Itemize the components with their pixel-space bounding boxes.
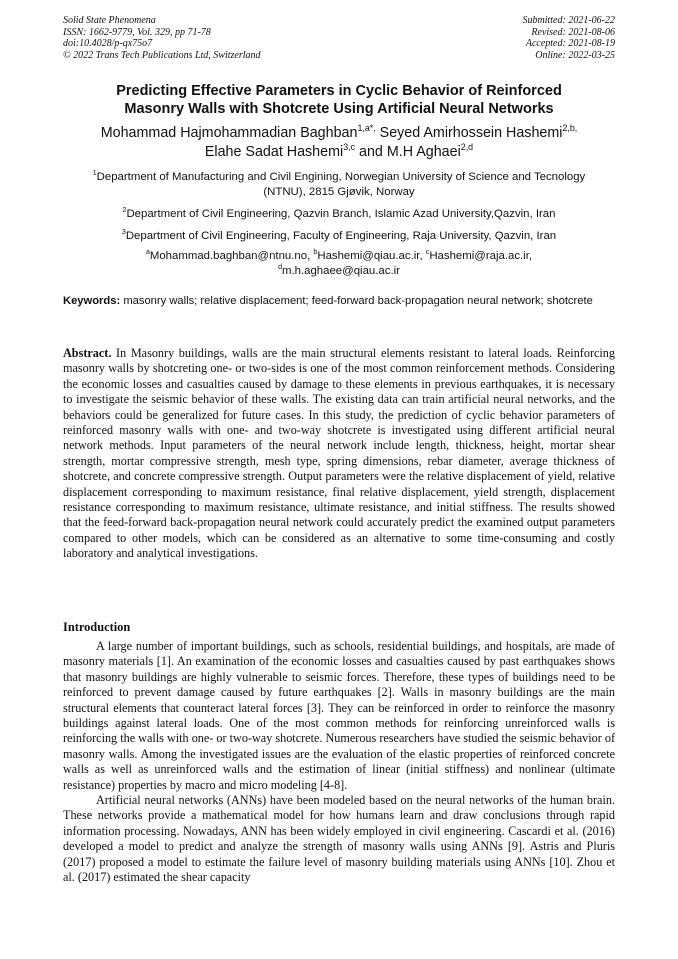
email-line-2 — [40, 264, 638, 279]
author-list — [30, 124, 648, 162]
abstract-text: In Masonry buildings, walls are the main structural elements resistant to lateral loads. Reinforcing masonry walls by shotcreting one- or two-sides is one of the most common reinforcement methods. Considering the economic losses and casualties caused by damage to these elements in previous earthquakes, it is necessary to investigate the seismic behavior of these walls. The existing data can train artificial neural networks, and the behaviors could be generalized for future cases. In this study, the prediction of cyclic behavior parameters of reinforced masonry walls with one- and two-way shotcrete is investigated using different artificial neural network methods. Input parameters of the neural network include length, thickness, height, mortar shear strength, mortar compressive strength, mesh type, spring dimensions, rebar diameter, average thickness of shotcrete, and concrete compressive strength. Output parameters were the relative displacement of yield, relative displacement corresponding to maximum resistance, final relative displacement, yield strength, displacement resistance corresponding to maximum resistance, ultimate resistance, and initial stiffness. The results showed that the feed-forward back-propagation neural network could accurately predict the examined output parameters compared to other models, which can be considered as an alternative to some time-consuming and costly laboratory and analytical investigations. — [63, 346, 615, 561]
author-superscript: 2,b, — [562, 123, 578, 134]
introduction-paragraph-2: Artificial neural networks (ANNs) have been modeled based on the neural networks of the human brain. These networks provide a mathematical model for how humans learn and draw conclusions through rapid information processing. Nowadays, ANN has been widely employed in civil engineering. Cascardi et al. (2016) developed a model to predict and analyze the strength of masonry walls using ANNs [9]. Astris and Pluris (2017) proposed a model to estimate the failure level of masonry building materials using ANNs [10]. Zhou et al. (2017) estimated the shear capacity — [63, 793, 615, 885]
affiliation-2-line — [40, 207, 638, 222]
issn: ISSN: 1662-9779, Vol. 329, pp 71-78 — [63, 26, 211, 38]
title-line-1: Predicting Effective Parameters in Cyclic Behavior of Reinforced — [116, 83, 562, 99]
publication-dates — [523, 15, 616, 61]
affiliation-text: Department of Civil Engineering, Faculty of Engineering, Raja University, Qazvin, Iran — [125, 230, 557, 242]
affiliation-superscript: 1 — [92, 170, 97, 178]
keywords-label: Keywords: — [63, 295, 121, 307]
affiliation-superscript: 3 — [121, 229, 126, 237]
abstract-label: Abstract. — [63, 346, 112, 360]
author-name: Seyed Amirhossein Hashemi — [379, 125, 563, 141]
abstract — [63, 346, 615, 562]
author-conjunction: and — [359, 144, 383, 160]
email-line-1 — [40, 249, 638, 264]
affiliation-3-line — [40, 229, 638, 244]
title-line-2: Masonry Walls with Shotcrete Using Artificial Neural Networks — [124, 101, 554, 117]
email-superscript: d — [278, 264, 282, 272]
online-date: Online: 2022-03-25 — [535, 49, 615, 61]
author-superscript: 2,d — [460, 142, 474, 153]
affiliation-1-line-2: (NTNU), 2815 Gjøvik, Norway — [263, 186, 415, 198]
author-name: Mohammad Hajmohammadian Baghban — [100, 125, 358, 141]
email-link[interactable]: Mohammad.baghban@ntnu.no, — [149, 250, 311, 262]
section-heading-introduction: Introduction — [63, 620, 131, 634]
author-name: M.H Aghaei — [386, 144, 461, 160]
author-name: Elahe Sadat Hashemi — [204, 144, 344, 160]
accepted-date: Accepted: 2021-08-19 — [525, 38, 615, 49]
email-link[interactable]: m.h.aghaee@qiau.ac.ir — [281, 265, 400, 277]
email-list — [40, 249, 638, 279]
author-line-1 — [30, 124, 648, 143]
affiliation-text: Department of Manufacturing and Civil Engining, Norwegian University of Science and Tecnology — [96, 171, 586, 183]
author-line-2 — [30, 143, 648, 162]
affiliation-1 — [40, 170, 638, 200]
email-link[interactable]: Hashemi@raja.ac.ir, — [429, 250, 533, 262]
affiliation-superscript: 2 — [122, 207, 127, 215]
copyright: © 2022 Trans Tech Publications Ltd, Switzerland — [63, 49, 261, 61]
doi: doi:10.4028/p-qx75o7 — [63, 38, 153, 49]
email-link[interactable]: Hashemi@qiau.ac.ir, — [317, 250, 423, 262]
revised-date: Revised: 2021-08-06 — [531, 26, 615, 38]
introduction-paragraph-1: A large number of important buildings, such as schools, residential buildings, and hospitals, are made of masonry materials [1]. An examination of the economic losses and casualties caused by past earthquakes shows that masonry buildings are highly vulnerable to seismic forces. Therefore, these types of buildings need to be reinforced to prevent damage caused by future earthquakes [2]. Walls in masonry buildings are the main structural elements that counteract lateral forces [3]. They can be reinforced in order to reinforce the masonry buildings against lateral loads. One of the most common methods for reinforcing unreinforced walls is reinforcing the walls with one- or two-way shotcrete. Numerous researchers have studied the seismic behavior of masonry walls. Among the investigated issues are the evaluation of the elastic properties of reinforced concrete walls as well as unreinforced walls and the estimation of linear (initial stiffness) and nonlinear (ultimate resistance) properties by macro and micro modeling [4-8]. — [63, 639, 615, 792]
paper-title — [40, 82, 638, 118]
author-superscript: 1,a*, — [357, 123, 376, 134]
keywords — [63, 294, 615, 309]
affiliation-text: Department of Civil Engineering, Qazvin Branch, Islamic Azad University,Qazvin, Iran — [126, 208, 556, 220]
affiliation-1-line-1 — [40, 170, 638, 185]
affiliation-3 — [40, 229, 638, 244]
journal-info — [63, 15, 261, 61]
email-superscript: c — [425, 249, 430, 257]
introduction-body — [63, 639, 615, 886]
keywords-text: masonry walls; relative displacement; feed-forward back-propagation neural network; shotcrete — [123, 295, 593, 307]
author-superscript: 3,c — [343, 142, 356, 153]
journal-name: Solid State Phenomena — [63, 15, 156, 26]
submitted-date: Submitted: 2021-06-22 — [522, 15, 615, 26]
email-superscript: b — [313, 249, 318, 257]
email-superscript: a — [145, 249, 150, 257]
affiliation-2 — [40, 207, 638, 222]
